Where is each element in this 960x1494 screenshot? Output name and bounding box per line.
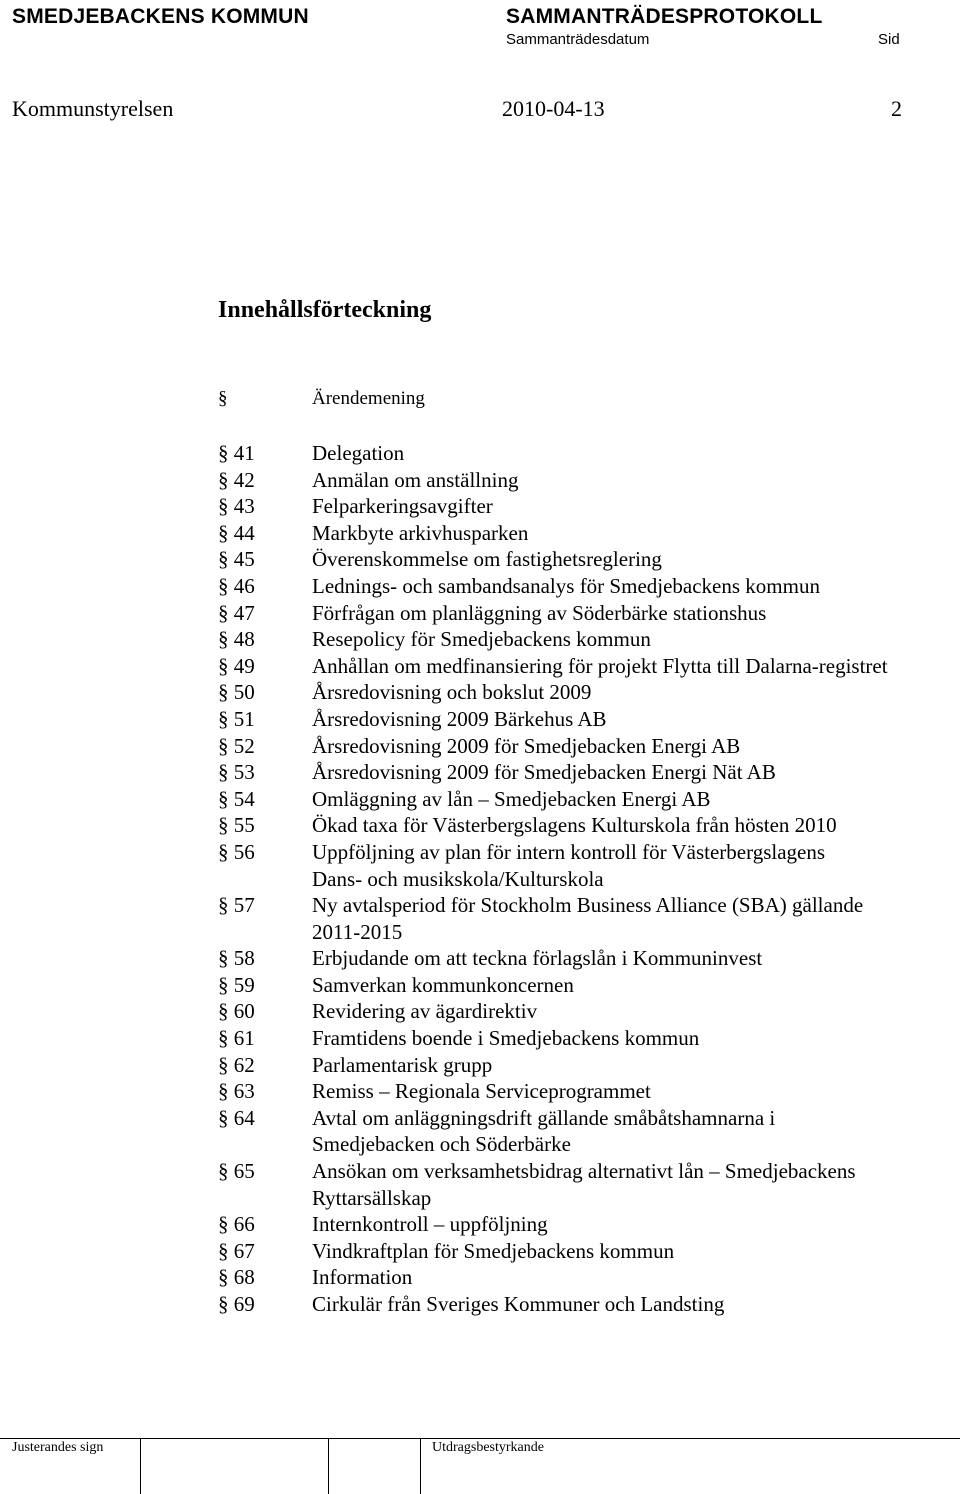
section-title: Årsredovisning 2009 för Smedjebacken Energi Nät AB <box>312 760 776 785</box>
section-number: § 64 <box>218 1105 255 1130</box>
section-title: Årsredovisning 2009 för Smedjebacken Energi AB <box>312 733 741 758</box>
section-title: Avtal om anläggningsdrift gällande småbåtshamnarna i Smedjebacken och Söderbärke <box>312 1105 776 1157</box>
section-number: § 49 <box>218 653 255 678</box>
section-title: Cirkulär från Sveriges Kommuner och Landsting <box>312 1292 725 1316</box>
toc-row <box>218 600 953 627</box>
justerandes-sign-label: Justerandes sign <box>12 1440 104 1455</box>
toc-row <box>218 1078 953 1105</box>
section-number: § 69 <box>218 1292 255 1316</box>
section-number: § 58 <box>218 946 255 971</box>
toc-row <box>218 1291 953 1318</box>
document-footer <box>0 1430 960 1494</box>
section-title: Uppföljning av plan för intern kontroll för Västerbergslagens Dans- och musikskola/Kulturskola <box>312 839 826 891</box>
toc-row <box>218 706 953 733</box>
protocol-type: SAMMANTRÄDESPROTOKOLL <box>506 5 823 28</box>
toc-row <box>218 626 953 653</box>
section-number: § 48 <box>218 627 255 652</box>
toc-row <box>218 520 953 547</box>
organization-name: SMEDJEBACKENS KOMMUN <box>12 5 309 28</box>
section-number: § 52 <box>218 733 255 758</box>
section-number: § 55 <box>218 813 255 838</box>
toc-row <box>218 493 953 520</box>
footer-divider <box>140 1438 141 1494</box>
page-label: Sid <box>878 31 900 48</box>
section-number: § 56 <box>218 839 255 864</box>
section-title: Omläggning av lån – Smedjebacken Energi AB <box>312 786 711 811</box>
section-number: § 65 <box>218 1159 255 1184</box>
section-number: § 42 <box>218 467 255 492</box>
toc-row <box>218 653 953 680</box>
toc-column-headers <box>218 388 918 414</box>
toc-list <box>218 440 953 1318</box>
toc-row <box>218 892 953 945</box>
section-title: Förfrågan om planläggning av Söderbärke stationshus <box>312 600 767 625</box>
toc-row <box>218 733 953 760</box>
section-number: § 59 <box>218 972 255 997</box>
utdragsbestyrkande-label: Utdragsbestyrkande <box>432 1440 544 1455</box>
toc-row <box>218 945 953 972</box>
section-title: Markbyte arkivhusparken <box>312 520 529 545</box>
section-title: Information <box>312 1265 413 1290</box>
section-number: § 61 <box>218 1026 255 1051</box>
toc-row <box>218 1052 953 1079</box>
section-number: § 53 <box>218 760 255 785</box>
toc-row <box>218 573 953 600</box>
section-title: Vindkraftplan för Smedjebackens kommun <box>312 1238 675 1263</box>
section-title: Ökad taxa för Västerbergslagens Kulturskola från hösten 2010 <box>312 813 837 838</box>
section-title: Överenskommelse om fastighetsreglering <box>312 547 662 572</box>
section-number: § 41 <box>218 441 255 465</box>
toc-row <box>218 998 953 1025</box>
section-number: § 45 <box>218 547 255 572</box>
section-title: Anmälan om anställning <box>312 467 519 492</box>
section-title: Lednings- och sambandsanalys för Smedjebackens kommun <box>312 573 820 598</box>
toc-row <box>218 546 953 573</box>
toc-row <box>218 1105 953 1158</box>
section-number: § 66 <box>218 1212 255 1237</box>
section-number: § 63 <box>218 1079 255 1104</box>
footer-divider <box>328 1438 329 1494</box>
toc-row <box>218 1025 953 1052</box>
section-number: § 62 <box>218 1052 255 1077</box>
meeting-body: Kommunstyrelsen <box>12 96 174 121</box>
section-title: Revidering av ägardirektiv <box>312 999 538 1024</box>
section-title: Framtidens boende i Smedjebackens kommun <box>312 1026 700 1051</box>
toc-row <box>218 1264 953 1291</box>
toc-row <box>218 679 953 706</box>
toc-row <box>218 839 953 892</box>
section-title: Årsredovisning och bokslut 2009 <box>312 680 592 705</box>
section-title: Remiss – Regionala Serviceprogrammet <box>312 1079 651 1104</box>
section-number: § 60 <box>218 999 255 1024</box>
section-number: § 44 <box>218 520 255 545</box>
section-title: Internkontroll – uppföljning <box>312 1212 548 1237</box>
section-number: § 43 <box>218 494 255 519</box>
toc-title: Innehållsförteckning <box>218 297 432 323</box>
page-number: 2 <box>891 96 902 121</box>
section-title: Erbjudande om att teckna förlagslån i Kommuninvest <box>312 946 763 971</box>
toc-row <box>218 759 953 786</box>
section-title: Anhållan om medfinansiering för projekt Flytta till Dalarna-registret <box>312 653 888 678</box>
section-number: § 51 <box>218 706 255 731</box>
toc-row <box>218 1158 953 1211</box>
section-number: § 46 <box>218 573 255 598</box>
section-title: Ansökan om verksamhetsbidrag alternativt lån – Smedjebackens Ryttarsällskap <box>312 1159 856 1210</box>
toc-row <box>218 467 953 494</box>
section-number: § 47 <box>218 600 255 625</box>
title-column-header: Ärendemening <box>312 388 425 409</box>
section-number: § 68 <box>218 1265 255 1290</box>
section-title: Årsredovisning 2009 Bärkehus AB <box>312 706 607 731</box>
footer-rule <box>0 1438 960 1439</box>
section-title: Delegation <box>312 441 405 465</box>
section-title: Resepolicy för Smedjebackens kommun <box>312 627 651 652</box>
section-title: Ny avtalsperiod för Stockholm Business Alliance (SBA) gällande 2011-2015 <box>312 893 864 944</box>
toc-row <box>218 1238 953 1265</box>
section-title: Felparkeringsavgifter <box>312 494 493 519</box>
section-column-header: § <box>218 388 228 409</box>
toc-row <box>218 812 953 839</box>
toc-row <box>218 440 953 467</box>
meeting-date-label: Sammanträdesdatum <box>506 31 650 48</box>
toc-row <box>218 972 953 999</box>
section-title: Samverkan kommunkoncernen <box>312 972 574 997</box>
section-number: § 57 <box>218 893 255 918</box>
meeting-date: 2010-04-13 <box>502 96 605 121</box>
section-number: § 54 <box>218 786 255 811</box>
section-number: § 67 <box>218 1238 255 1263</box>
section-title: Parlamentarisk grupp <box>312 1052 493 1077</box>
toc-row <box>218 1211 953 1238</box>
footer-divider <box>420 1438 421 1494</box>
section-number: § 50 <box>218 680 255 705</box>
toc-row <box>218 786 953 813</box>
